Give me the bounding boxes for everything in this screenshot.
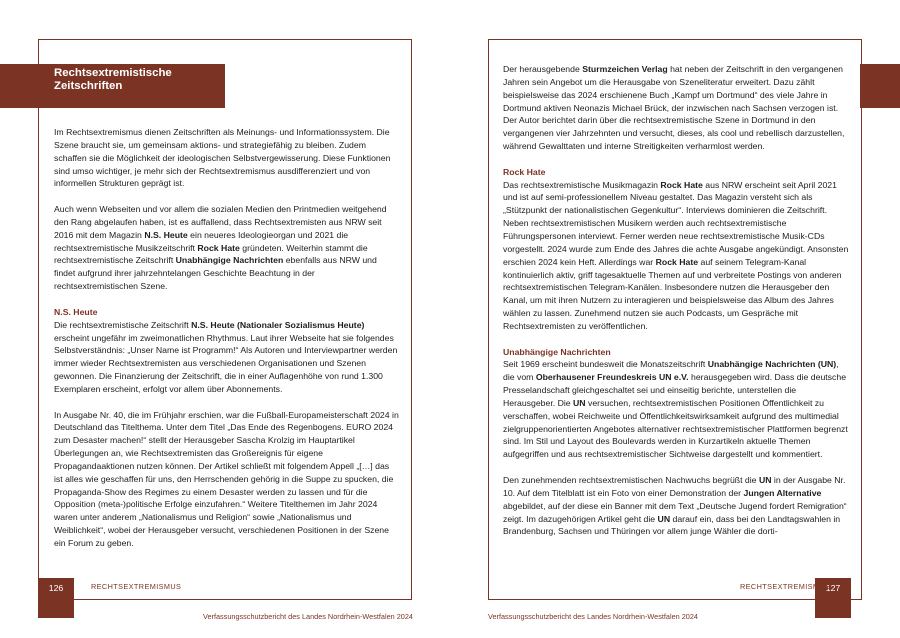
footer-right: Verfassungsschutzbericht des Landes Nordrhein-Westfalen 2024 (488, 612, 698, 621)
websites-paragraph: Auch wenn Webseiten und vor allem die sozialen Medien den Printmedien weitgehend den Rang abgelaufen haben, ist es auffallend, dass Rechtsextremisten aus NRW seit 2016 mit dem Magazin N.S. Heute ein neueres Ideologieorgan und 2021 die rechtsextremistische Musikzeitschrift Rock Hate gründeten. Weiterhin stammt die rechtsextremistische Zeitschrift Unabhängige Nachrichten ebenfalls aus NRW und findet aufgrund ihrer jahrzehntelangen Geschichte Beachtung in der rechtsextremistischen Szene. (54, 204, 387, 292)
rock-hate-heading: Rock Hate (503, 166, 546, 177)
un-paragraph: Seit 1969 erscheint bundesweit die Monatszeitschrift Unabhängige Nachrichten (UN), die vom Oberhausener Freundeskreis UN e.V. herausgegeben wird. Dass die deutsche Presselandschaft gleichgeschaltet sei und einseitig berichte, unterstellen die Herausgeber. Die UN versuchen, rechtsextremistischen Positionen Öffentlichkeit zu verschaffen, wobei Reichweite und Öffentlichkeitswirksamkeit aufgrund des multimedial zielgruppenorientierten Angebotes alternativer rechtsextremistischer Plattformen begrenzt sind. Im Stil und Layout des Boulevards werden in Kurzartikeln aktuelle Themen aufgegriffen und aus rechtsextremistischer Sichtweise dargestellt und kommentiert. (503, 359, 848, 460)
running-head-left: RECHTSEXTREMISMUS (91, 582, 182, 591)
ns-heute-heading: N.S. Heute (54, 306, 98, 317)
ns-heute-paragraph: Die rechtsextremistische Zeitschrift N.S. Heute (Nationaler Sozialismus Heute) erscheint ungefähr im zweimonatlichen Rhythmus. Laut ihrer Webseite hat sie folgendes Selbstverständnis: „Unser Name ist Programm!“ Als Autoren und Interviewpartner werden immer wieder Rechtsextremisten aus verschiedenen Organisationen und Szenen gewonnen. Die Finanzierung der Zeitschrift, die in einer Auflagenhöhe von rund 1.300 Exemplaren erscheint, erfolgt vor allem über Abonnements. (54, 319, 398, 394)
running-head-right: RECHTSEXTREMISMUS (740, 582, 831, 591)
page-number-right: 127 (815, 578, 851, 618)
footer-left: Verfassungsschutzbericht des Landes Nordrhein-Westfalen 2024 (203, 612, 413, 621)
section-heading-text: Rechtsextremistische Zeitschriften (54, 67, 172, 92)
intro-paragraph: Im Rechtsextremismus dienen Zeitschriften als Meinungs- und Informationssystem. Die Szene braucht sie, um gemeinsam aktions- und strategiefähig zu bleiben. Zudem schaffen sie die Möglichkeit der ideologischen Selbstvergewisserung. Diese Funktionen sind umso wichtiger, je mehr sich der Rechtsextremismus ausdifferenziert und von informellen Strukturen geprägt ist. (54, 127, 391, 189)
rock-hate-paragraph: Das rechtsextremistische Musikmagazin Rock Hate aus NRW erscheint seit April 2021 und ist auf semi-professionellem Niveau gestaltet. Das Magazin versteht sich als „Stützpunkt der nationalistischen Gegenkultur“. Interviews dominieren die Zeitschrift. Neben rechtsextremistischen Musikern werden auch rechtsextremistische Führungspersonen interviewt. Ferner werden neue rechtsextremistische Musik-CDs vorgestellt. 2024 wurde zum Ende des Jahres die achte Ausgabe angekündigt. Ansonsten erschien 2024 kein Heft. Allerdings war Rock Hate auf seinem Telegram-Kanal kontinuierlich aktiv, griff tagesaktuelle Themen auf und verbreitete Postings von anderen rechtsextremistischen Telegram-Kanälen. Insbesondere nutzen die Herausgeber den Kanal, um mit ihren Nutzern zu interagieren und beispielsweise das Album des Jahres wählen zu lassen. Zunehmend nutzen sie auch Podcasts, um Gespräche mit Rechtsextremisten zu veröffentlichen. (503, 179, 849, 331)
right-page-tab (860, 64, 900, 108)
right-column (503, 63, 849, 538)
page-number-left: 126 (38, 578, 74, 618)
ns-heute-issue-paragraph: In Ausgabe Nr. 40, die im Frühjahr erschien, war die Fußball-Europameisterschaft 2024 in Deutschland das Titelthema. Unter dem Titel „Das Ende des Regenbogens. EURO 2024 zum Desaster machen!“ stellt der Herausgeber Sascha Krolzig im Hauptartikel Überlegungen an, wie Rechtsextremisten das Großereignis für eigene Propagandaaktionen nutzen können. Der Artikel schließt mit folgendem Appell „[…] das ist alles wie geschaffen für uns, den Herrschenden gehörig in die Suppe zu spucken, die Propaganda-Show des Regimes zu einem Desaster werden zu lassen und für die Opposition (meta-)politische Erfolge einzufahren.“ Weitere Titelthemen im Jahr 2024 waren unter anderem „Nationalismus und Religion“ sowie „Nationalismus und Weiblichkeit“, wobei der Herausgeber versucht, verschiedenen Positionen in der Szene ein Forum zu geben. (54, 409, 399, 548)
un-heading: Unabhängige Nachrichten (503, 346, 611, 357)
un-youth-paragraph: Den zunehmenden rechtsextremistischen Nachwuchs begrüßt die UN in der Ausgabe Nr. 10. Auf dem Titelblatt ist ein Foto von einer Demonstration der Jungen Alternative abgebildet, auf der diese ein Banner mit dem Text „Deutsche Jugend fordert Remigration“ zeigt. Im dazugehörigen Artikel geht die UN darauf ein, dass bei den Landtagswahlen in Brandenburg, Sachsen und Thüringen vor allem junge Wähler die dorti- (503, 475, 847, 537)
sturmzeichen-paragraph: Der herausgebende Sturmzeichen Verlag hat neben der Zeitschrift in den vergangenen Jahren sein Angebot um die Herausgabe von Szeneliteratur erweitert. Dazu zählt beispielsweise das 2024 erschienene Buch „Kampf um Dortmund“ des viele Jahre in Dortmund aktiven Neonazis Michael Brück, der inzwischen nach Sachsen verzogen ist. Der Autor berichtet darin über die rechtsextremistische Szene in Dortmund in den vergangenen vier Jahrzehnten und versucht, dieses, als cool und rebellisch darzustellen, während Gewalttaten und interne Streitigkeiten verharmlost werden. (503, 64, 845, 152)
left-column (54, 126, 400, 550)
section-heading (0, 64, 225, 108)
